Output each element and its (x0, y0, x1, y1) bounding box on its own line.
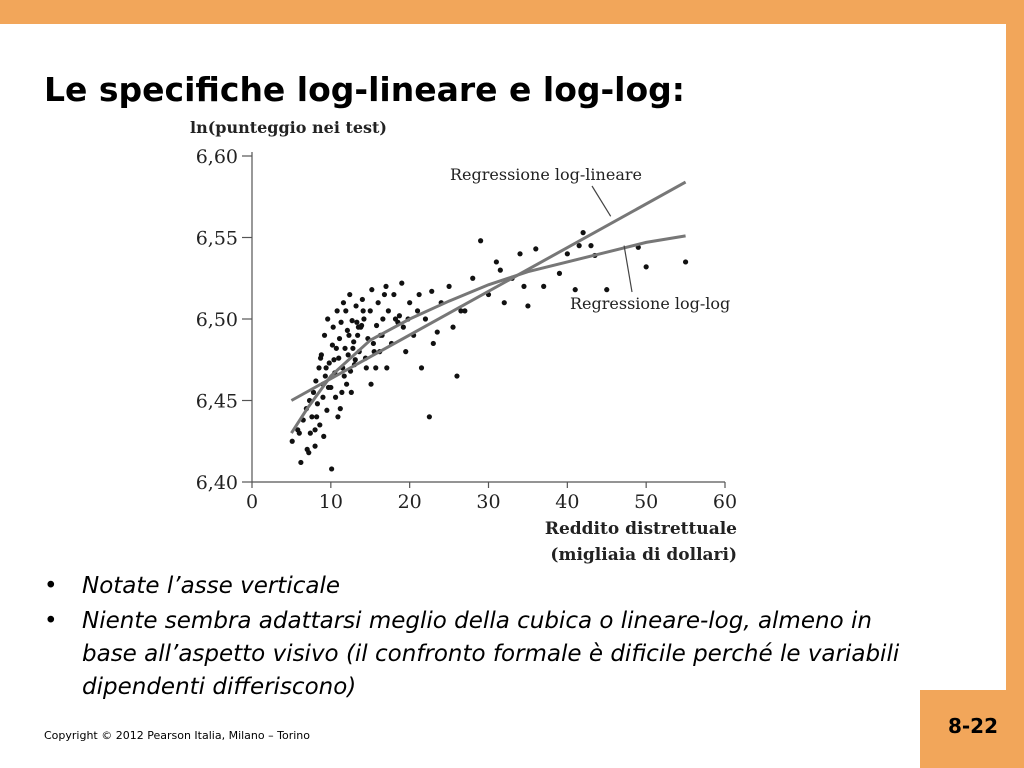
data-point (644, 264, 649, 269)
data-point (374, 323, 379, 328)
data-point (341, 300, 346, 305)
data-point (324, 408, 329, 413)
data-point (322, 333, 327, 338)
log-linear-regression-line (291, 182, 685, 400)
annotation-leader-log-linear (592, 186, 611, 216)
data-point (314, 414, 319, 419)
data-point (427, 414, 432, 419)
data-point (342, 373, 347, 378)
data-point (454, 373, 459, 378)
data-point (373, 365, 378, 370)
data-point (334, 346, 339, 351)
data-point (312, 427, 317, 432)
data-point (342, 346, 347, 351)
data-point (368, 382, 373, 387)
data-point (541, 284, 546, 289)
x-tick-label: 50 (634, 491, 659, 513)
data-point (397, 313, 402, 318)
x-axis-label: Reddito distrettuale (544, 519, 737, 539)
data-point (354, 320, 359, 325)
annotation-leader-log-log (624, 246, 632, 292)
bullet-text: Niente sembra adattarsi meglio della cubica o lineare-log, almeno in base all’aspetto visivo (il confronto formale è dificile perché le variabili dipendenti differiscono) (82, 608, 900, 700)
data-point (401, 325, 406, 330)
data-point (368, 308, 373, 313)
data-point (431, 341, 436, 346)
data-point (361, 308, 366, 313)
data-point (344, 382, 349, 387)
slide-title: Le specifiche log-lineare e log-log: (44, 70, 685, 109)
data-point (557, 271, 562, 276)
data-point (565, 251, 570, 256)
annotation-log-log: Regressione log-log (570, 294, 731, 313)
bullet-dot: • (44, 573, 58, 599)
y-tick-label: 6,50 (195, 309, 238, 331)
data-point (386, 308, 391, 313)
scatter-chart (180, 112, 760, 572)
annotation-log-linear: Regressione log-lineare (450, 165, 642, 184)
data-point (417, 292, 422, 297)
bullet-text: Notate l’asse verticale (82, 573, 340, 599)
data-point (494, 259, 499, 264)
data-point (327, 360, 332, 365)
bullet-list (44, 570, 914, 706)
right-accent-bar (1006, 0, 1024, 768)
data-point (329, 466, 334, 471)
data-point (517, 251, 522, 256)
data-point (415, 308, 420, 313)
data-point (298, 460, 303, 465)
scatter-figure (180, 112, 760, 572)
data-point (312, 444, 317, 449)
data-point (335, 414, 340, 419)
data-point (345, 328, 350, 333)
data-point (321, 434, 326, 439)
data-point (349, 390, 354, 395)
data-point (502, 300, 507, 305)
data-point (323, 373, 328, 378)
data-point (581, 230, 586, 235)
data-point (350, 346, 355, 351)
data-point (325, 316, 330, 321)
data-point (353, 303, 358, 308)
data-point (419, 365, 424, 370)
data-point (588, 243, 593, 248)
data-point (577, 243, 582, 248)
y-tick-label: 6,60 (195, 146, 238, 168)
y-tick-label: 6,45 (195, 390, 238, 413)
data-point (478, 238, 483, 243)
x-tick-label: 0 (245, 491, 259, 513)
x-tick-label: 10 (318, 491, 343, 513)
data-point (525, 303, 530, 308)
data-point (331, 357, 336, 362)
data-point (446, 284, 451, 289)
data-point (423, 316, 428, 321)
data-point (376, 300, 381, 305)
data-point (309, 414, 314, 419)
y-axis-label: ln(punteggio nei test) (190, 118, 387, 137)
y-tick-label: 6,55 (195, 227, 238, 250)
data-point (337, 336, 342, 341)
data-point (380, 316, 385, 321)
data-point (407, 300, 412, 305)
data-point (391, 292, 396, 297)
data-point (346, 333, 351, 338)
data-point (313, 378, 318, 383)
data-point (343, 308, 348, 313)
data-point (353, 357, 358, 362)
data-point (318, 356, 323, 361)
data-point (333, 395, 338, 400)
data-point (383, 284, 388, 289)
data-point (347, 292, 352, 297)
data-point (403, 349, 408, 354)
data-point (399, 281, 404, 286)
x-tick-label: 30 (476, 491, 501, 513)
data-point (683, 259, 688, 264)
data-point (521, 284, 526, 289)
x-tick-label: 40 (555, 491, 580, 513)
data-point (429, 289, 434, 294)
data-point (533, 246, 538, 251)
data-point (339, 390, 344, 395)
data-point (384, 365, 389, 370)
data-point (382, 292, 387, 297)
data-point (371, 341, 376, 346)
data-point (308, 431, 313, 436)
data-point (355, 333, 360, 338)
data-point (320, 395, 325, 400)
data-point (360, 297, 365, 302)
x-tick-label: 20 (397, 491, 422, 513)
bullet-dot: • (44, 608, 58, 634)
data-point (338, 320, 343, 325)
page-number: 8-22 (947, 714, 998, 738)
x-axis-label-unit: (migliaia di dollari) (550, 545, 737, 565)
data-point (351, 339, 356, 344)
data-point (335, 308, 340, 313)
data-point (326, 385, 331, 390)
data-point (604, 287, 609, 292)
data-point (435, 329, 440, 334)
data-point (317, 422, 322, 427)
data-point (573, 287, 578, 292)
x-tick-label: 60 (712, 491, 738, 513)
data-point (498, 268, 503, 273)
bullet-item (44, 605, 914, 704)
data-point (470, 276, 475, 281)
bullet-item (44, 570, 914, 603)
data-point (324, 365, 329, 370)
data-point (297, 431, 302, 436)
data-point (450, 325, 455, 330)
data-point (369, 287, 374, 292)
data-point (316, 365, 321, 370)
data-point (331, 325, 336, 330)
data-point (290, 439, 295, 444)
data-point (336, 356, 341, 361)
data-point (350, 318, 355, 323)
data-point (315, 401, 320, 406)
data-point (305, 447, 310, 452)
data-point (338, 406, 343, 411)
top-accent-bar (0, 0, 1024, 24)
data-point (364, 365, 369, 370)
data-point (361, 316, 366, 321)
copyright-footer: Copyright © 2012 Pearson Italia, Milano – Torino (44, 729, 310, 742)
y-tick-label: 6,40 (195, 472, 238, 494)
data-point (356, 325, 361, 330)
